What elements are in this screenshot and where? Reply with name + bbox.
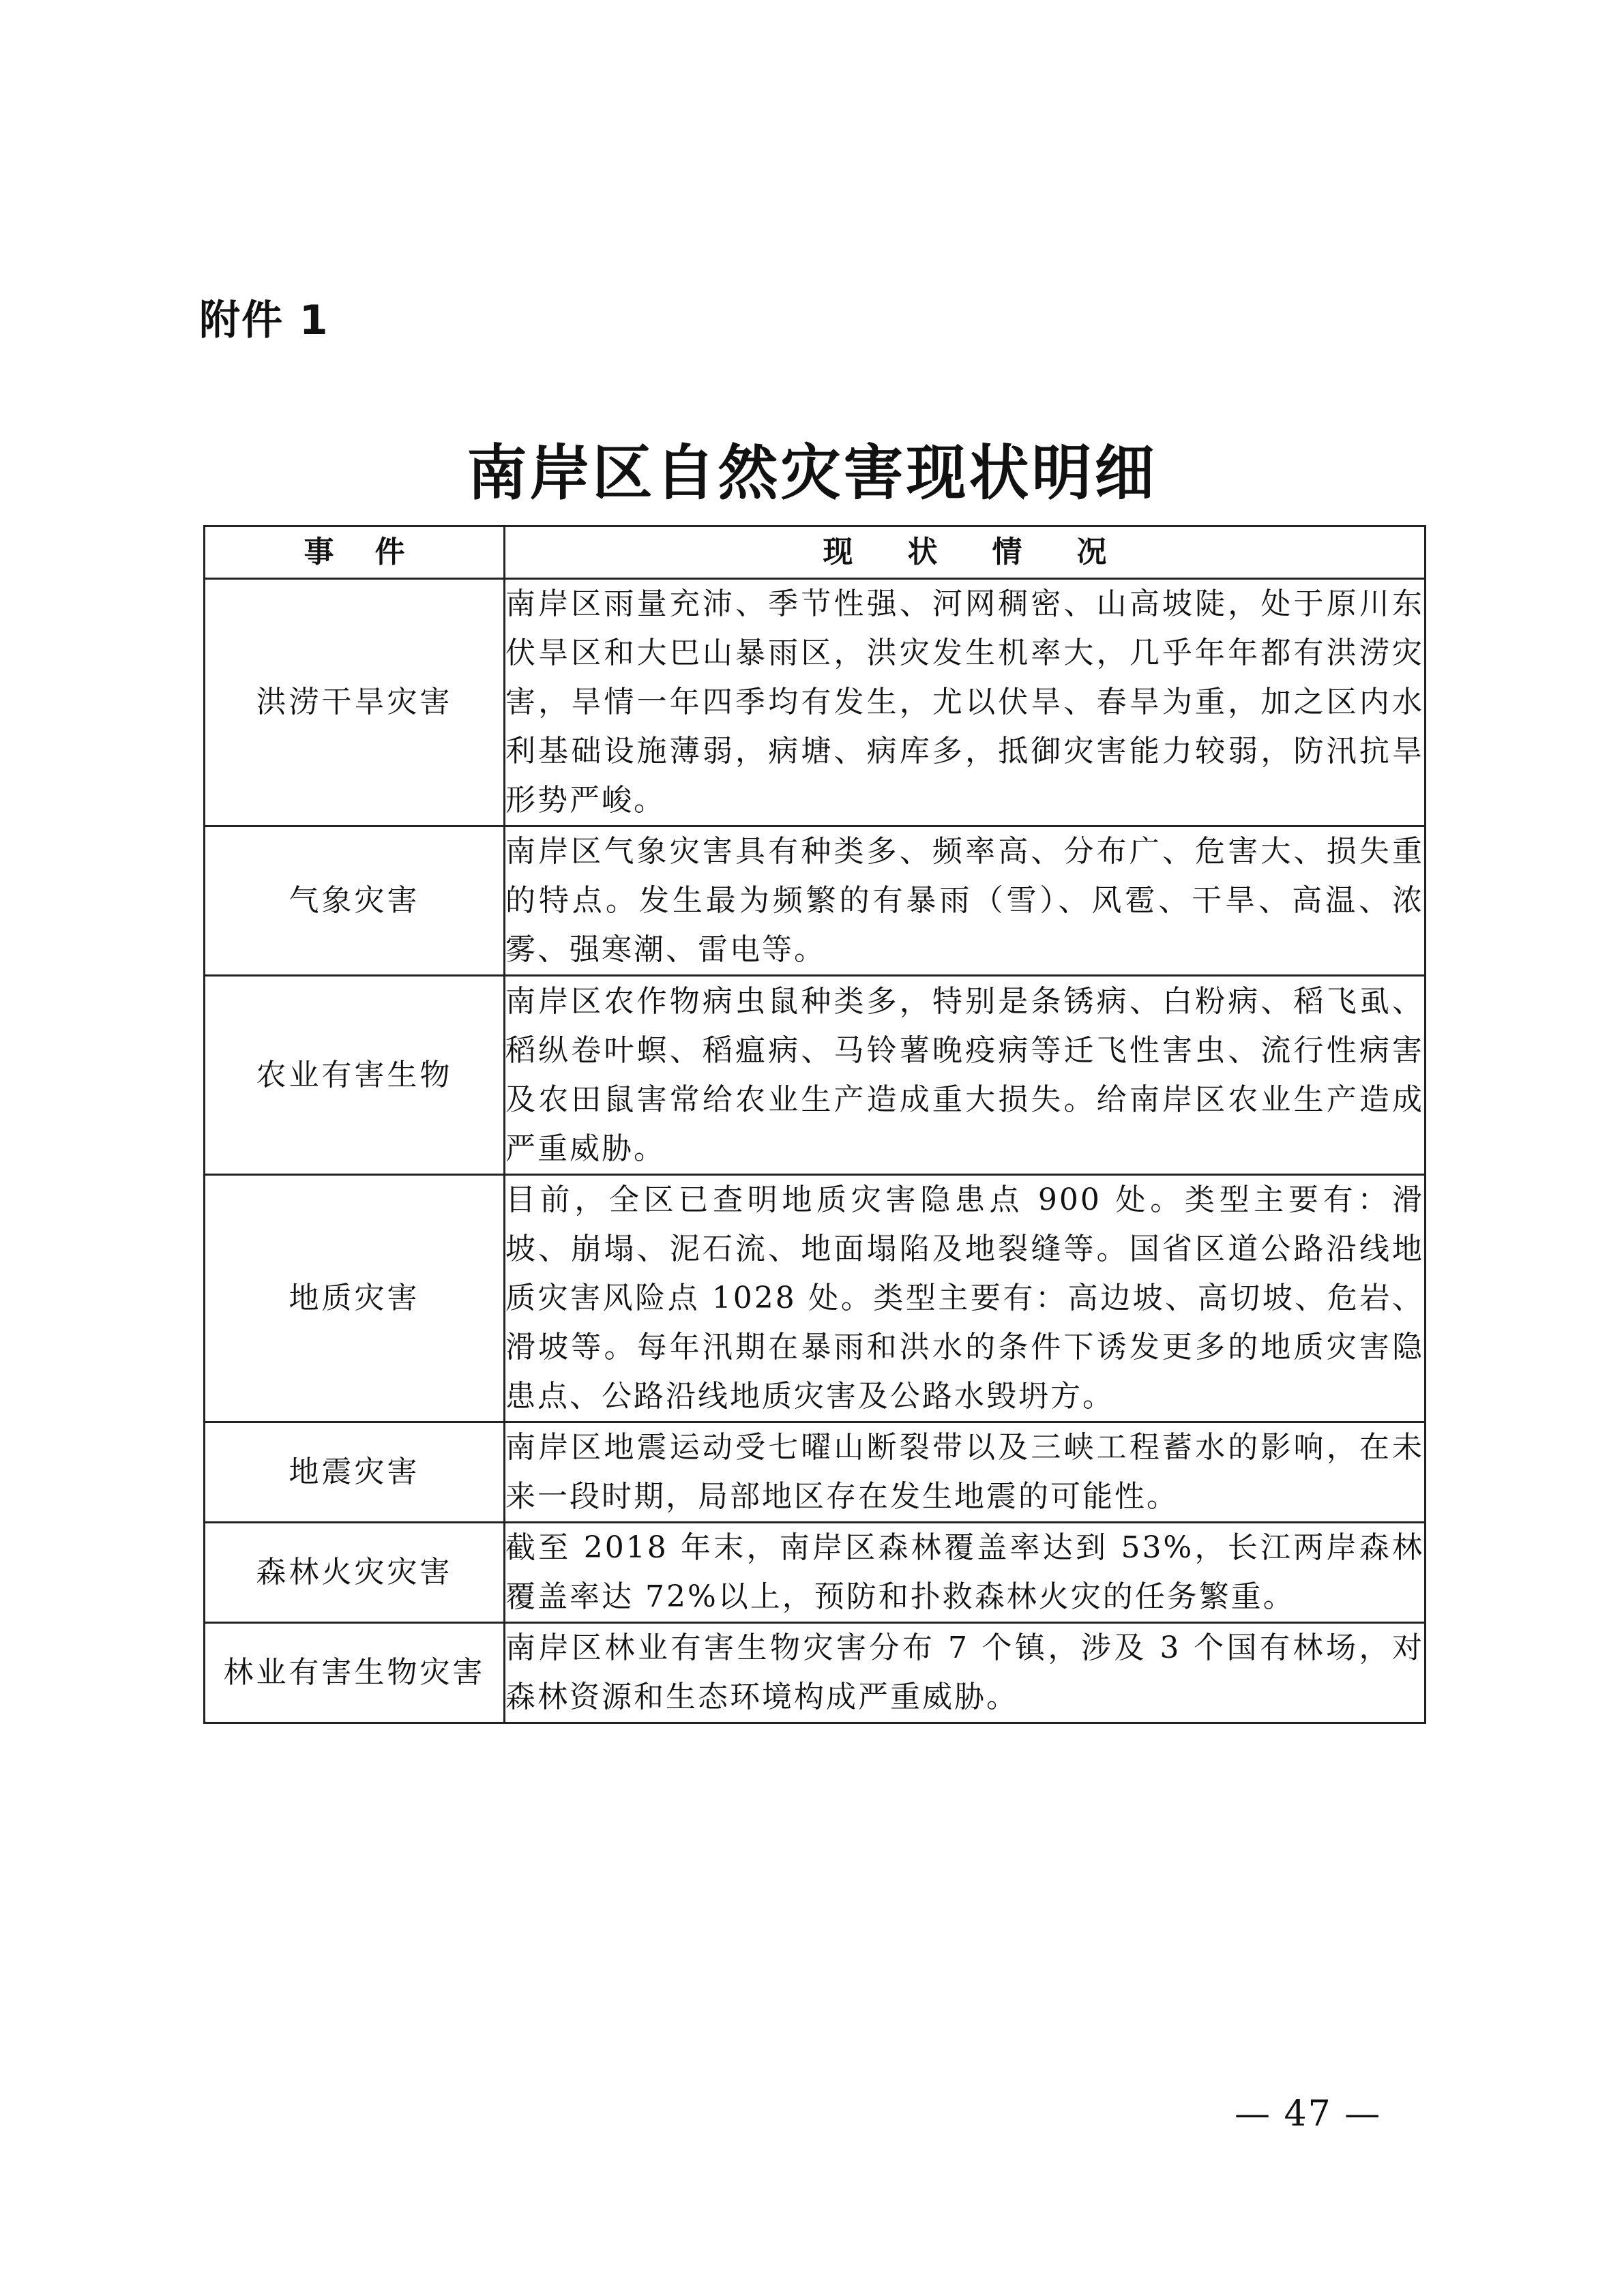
disaster-status-table — [203, 525, 1426, 1724]
header-status: 现状情况 — [505, 526, 1426, 579]
document-title: 南岸区自然灾害现状明细 — [467, 437, 1157, 508]
row-event-flood-drought: 洪涝干旱灾害 — [205, 579, 505, 826]
row-event-earthquake: 地震灾害 — [205, 1422, 505, 1523]
table-row — [205, 826, 1426, 976]
attachment-label: 附件 1 — [199, 297, 329, 344]
row-event-forest-fire: 森林火灾灾害 — [205, 1523, 505, 1623]
table-row — [205, 1523, 1426, 1623]
row-status-geological: 目前，全区已查明地质灾害隐患点 900 处。类型主要有：滑坡、崩塌、泥石流、地面塌陷及地裂缝等。国省区道公路沿线地质灾害风险点 1028 处。类型主要有：高边坡、高切坡、危岩、滑坡等。每年汛期在暴雨和洪水的条件下诱发更多的地质灾害隐患点、公路沿线地质灾害及公路水毁坍方。 — [505, 1175, 1426, 1422]
row-status-forest-fire: 截至 2018 年末，南岸区森林覆盖率达到 53%，长江两岸森林覆盖率达 72%以上，预防和扑救森林火灾的任务繁重。 — [505, 1523, 1426, 1623]
row-event-forestry-pests: 林业有害生物灾害 — [205, 1623, 505, 1723]
table-row — [205, 1422, 1426, 1523]
row-status-flood-drought: 南岸区雨量充沛、季节性强、河网稠密、山高坡陡，处于原川东伏旱区和大巴山暴雨区，洪灾发生机率大，几乎年年都有洪涝灾害，旱情一年四季均有发生，尤以伏旱、春旱为重，加之区内水利基础设施薄弱，病塘、病库多，抵御灾害能力较弱，防汛抗旱形势严峻。 — [505, 579, 1426, 826]
table-row — [205, 976, 1426, 1175]
header-event: 事件 — [205, 526, 505, 579]
row-status-agricultural-pests: 南岸区农作物病虫鼠种类多，特别是条锈病、白粉病、稻飞虱、稻纵卷叶螟、稻瘟病、马铃薯晚疫病等迁飞性害虫、流行性病害及农田鼠害常给农业生产造成重大损失。给南岸区农业生产造成严重威胁。 — [505, 976, 1426, 1175]
row-event-meteorological: 气象灾害 — [205, 826, 505, 976]
page-number: — 47 — — [1235, 2093, 1382, 2134]
row-status-forestry-pests: 南岸区林业有害生物灾害分布 7 个镇，涉及 3 个国有林场，对森林资源和生态环境构成严重威胁。 — [505, 1623, 1426, 1723]
row-status-meteorological: 南岸区气象灾害具有种类多、频率高、分布广、危害大、损失重的特点。发生最为频繁的有暴雨（雪）、风雹、干旱、高温、浓雾、强寒潮、雷电等。 — [505, 826, 1426, 976]
table-row — [205, 1175, 1426, 1422]
table-header-row — [205, 526, 1426, 579]
row-event-agricultural-pests: 农业有害生物 — [205, 976, 505, 1175]
row-status-earthquake: 南岸区地震运动受七曜山断裂带以及三峡工程蓄水的影响，在未来一段时期，局部地区存在发生地震的可能性。 — [505, 1422, 1426, 1523]
table-row — [205, 579, 1426, 826]
row-event-geological: 地质灾害 — [205, 1175, 505, 1422]
table-row — [205, 1623, 1426, 1723]
